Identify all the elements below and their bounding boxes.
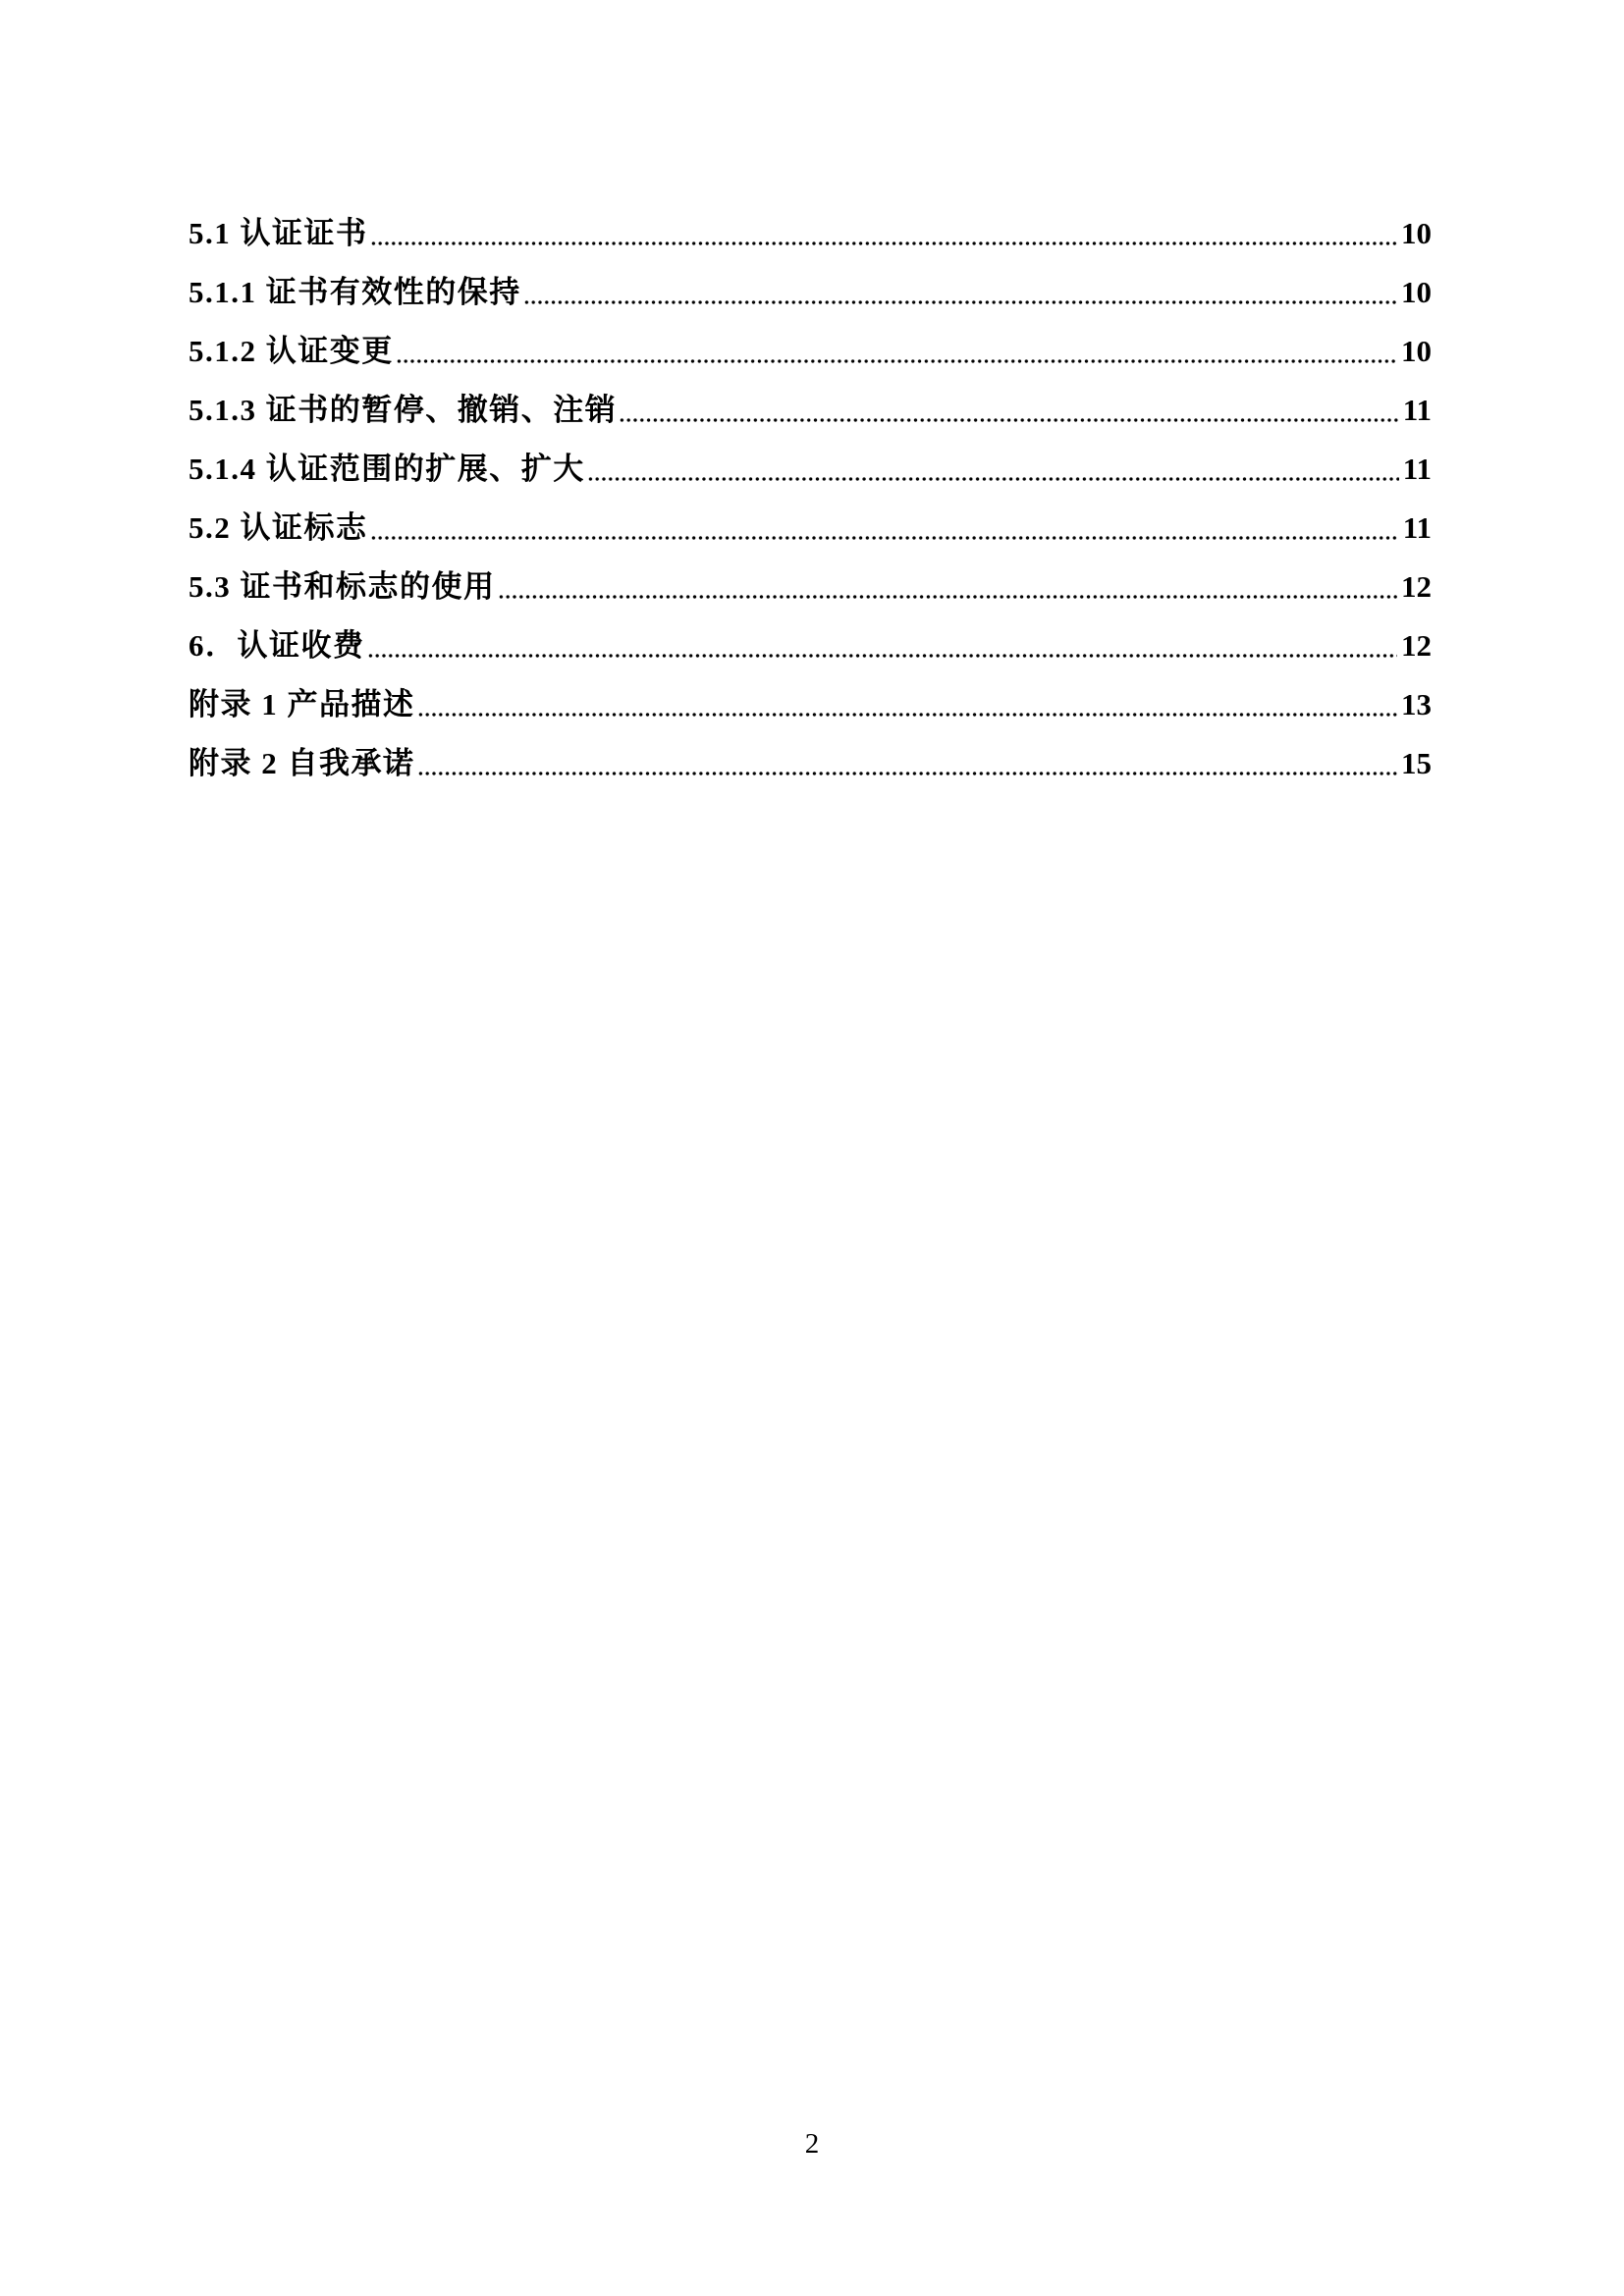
toc-dot-leader (587, 440, 1399, 499)
toc-dot-leader (370, 499, 1399, 558)
toc-entry (189, 381, 1432, 440)
toc-entry-title: 5.1 认证证书 (189, 216, 368, 250)
toc-entry-page: 10 (1401, 334, 1432, 368)
toc-entry-page: 11 (1402, 393, 1432, 427)
toc-entry-title: 5.1.4 认证范围的扩展、扩大 (189, 452, 585, 486)
page-number: 2 (804, 2128, 820, 2160)
toc-entry-page: 10 (1401, 216, 1432, 250)
toc-entry-title: 6．认证收费 (189, 628, 365, 663)
table-of-contents (189, 204, 1432, 793)
toc-entry-title: 附录 1 产品描述 (189, 687, 415, 721)
toc-dot-leader (523, 263, 1397, 322)
toc-entry (189, 675, 1432, 734)
toc-entry-page: 13 (1401, 687, 1432, 721)
toc-entry-title: 5.1.1 证书有效性的保持 (189, 275, 521, 309)
page-footer (0, 2130, 1624, 2159)
toc-entry-page: 12 (1401, 628, 1432, 663)
toc-entry (189, 263, 1432, 322)
toc-entry-title: 5.2 认证标志 (189, 510, 368, 545)
toc-dot-leader (417, 675, 1398, 734)
toc-entry (189, 558, 1432, 616)
toc-entry-page: 11 (1402, 510, 1432, 545)
toc-entry-title: 附录 2 自我承诺 (189, 746, 415, 780)
toc-dot-leader (367, 616, 1398, 675)
toc-dot-leader (370, 204, 1398, 263)
toc-entry (189, 734, 1432, 793)
toc-entry-title: 5.1.3 证书的暂停、撤销、注销 (189, 393, 618, 427)
toc-entry-title: 5.1.2 认证变更 (189, 334, 394, 368)
toc-entry-page: 12 (1401, 569, 1432, 604)
toc-entry (189, 499, 1432, 558)
toc-entry-page: 15 (1401, 746, 1432, 780)
toc-entry (189, 204, 1432, 263)
toc-entry (189, 616, 1432, 675)
toc-entry-title: 5.3 证书和标志的使用 (189, 569, 496, 604)
toc-dot-leader (417, 734, 1398, 793)
toc-dot-leader (498, 558, 1398, 616)
toc-entry-page: 11 (1402, 452, 1432, 486)
toc-entry (189, 322, 1432, 381)
toc-dot-leader (619, 381, 1398, 440)
toc-entry (189, 440, 1432, 499)
toc-dot-leader (396, 322, 1397, 381)
toc-entry-page: 10 (1401, 275, 1432, 309)
